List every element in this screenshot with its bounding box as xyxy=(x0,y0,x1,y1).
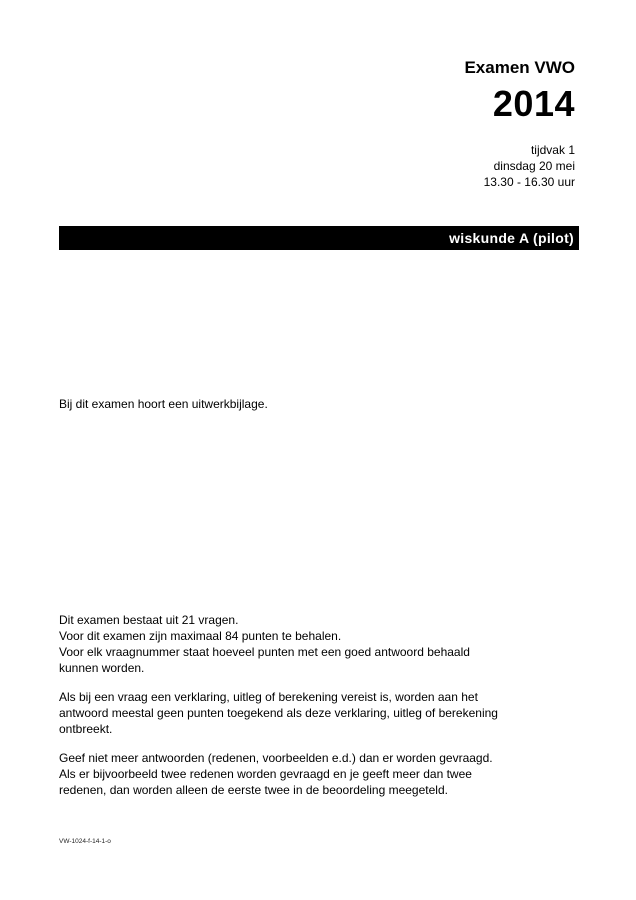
subject-title: wiskunde A (pilot) xyxy=(449,230,574,246)
instructions-paragraph xyxy=(59,612,579,676)
exam-year: 2014 xyxy=(492,83,575,124)
instructions-paragraph xyxy=(59,750,579,798)
instruction-line: Als bij een vraag een verklaring, uitleg of berekening vereist is, worden aan het xyxy=(59,690,478,704)
exam-date: dinsdag 20 mei xyxy=(493,159,575,173)
instruction-line: Voor dit examen zijn maximaal 84 punten te behalen. xyxy=(59,629,342,643)
exam-time: 13.30 - 16.30 uur xyxy=(483,175,575,189)
exam-period: tijdvak 1 xyxy=(530,143,575,157)
instruction-line: Dit examen bestaat uit 21 vragen. xyxy=(59,613,239,627)
instruction-line: Als er bijvoorbeeld twee redenen worden gevraagd en je geeft meer dan twee xyxy=(59,767,472,781)
exam-schedule xyxy=(464,142,575,190)
instruction-line: Geef niet meer antwoorden (redenen, voorbeelden e.d.) dan er worden gevraagd. xyxy=(59,751,493,765)
subject-banner xyxy=(59,226,579,250)
instruction-line: ontbreekt. xyxy=(59,722,113,736)
exam-type: Examen VWO xyxy=(464,58,575,77)
instruction-line: Voor elk vraagnummer staat hoeveel punten met een goed antwoord behaald xyxy=(59,645,470,659)
instructions-paragraph xyxy=(59,689,579,737)
attachment-note: Bij dit examen hoort een uitwerkbijlage. xyxy=(59,397,268,411)
instruction-line: redenen, dan worden alleen de eerste twee in de beoordeling meegeteld. xyxy=(59,783,448,797)
instruction-line: antwoord meestal geen punten toegekend als deze verklaring, uitleg of berekening xyxy=(59,706,498,720)
exam-instructions xyxy=(59,612,579,811)
exam-header xyxy=(464,58,575,190)
instruction-line: kunnen worden. xyxy=(59,661,145,675)
document-code: VW-1024-f-14-1-o xyxy=(59,838,111,845)
